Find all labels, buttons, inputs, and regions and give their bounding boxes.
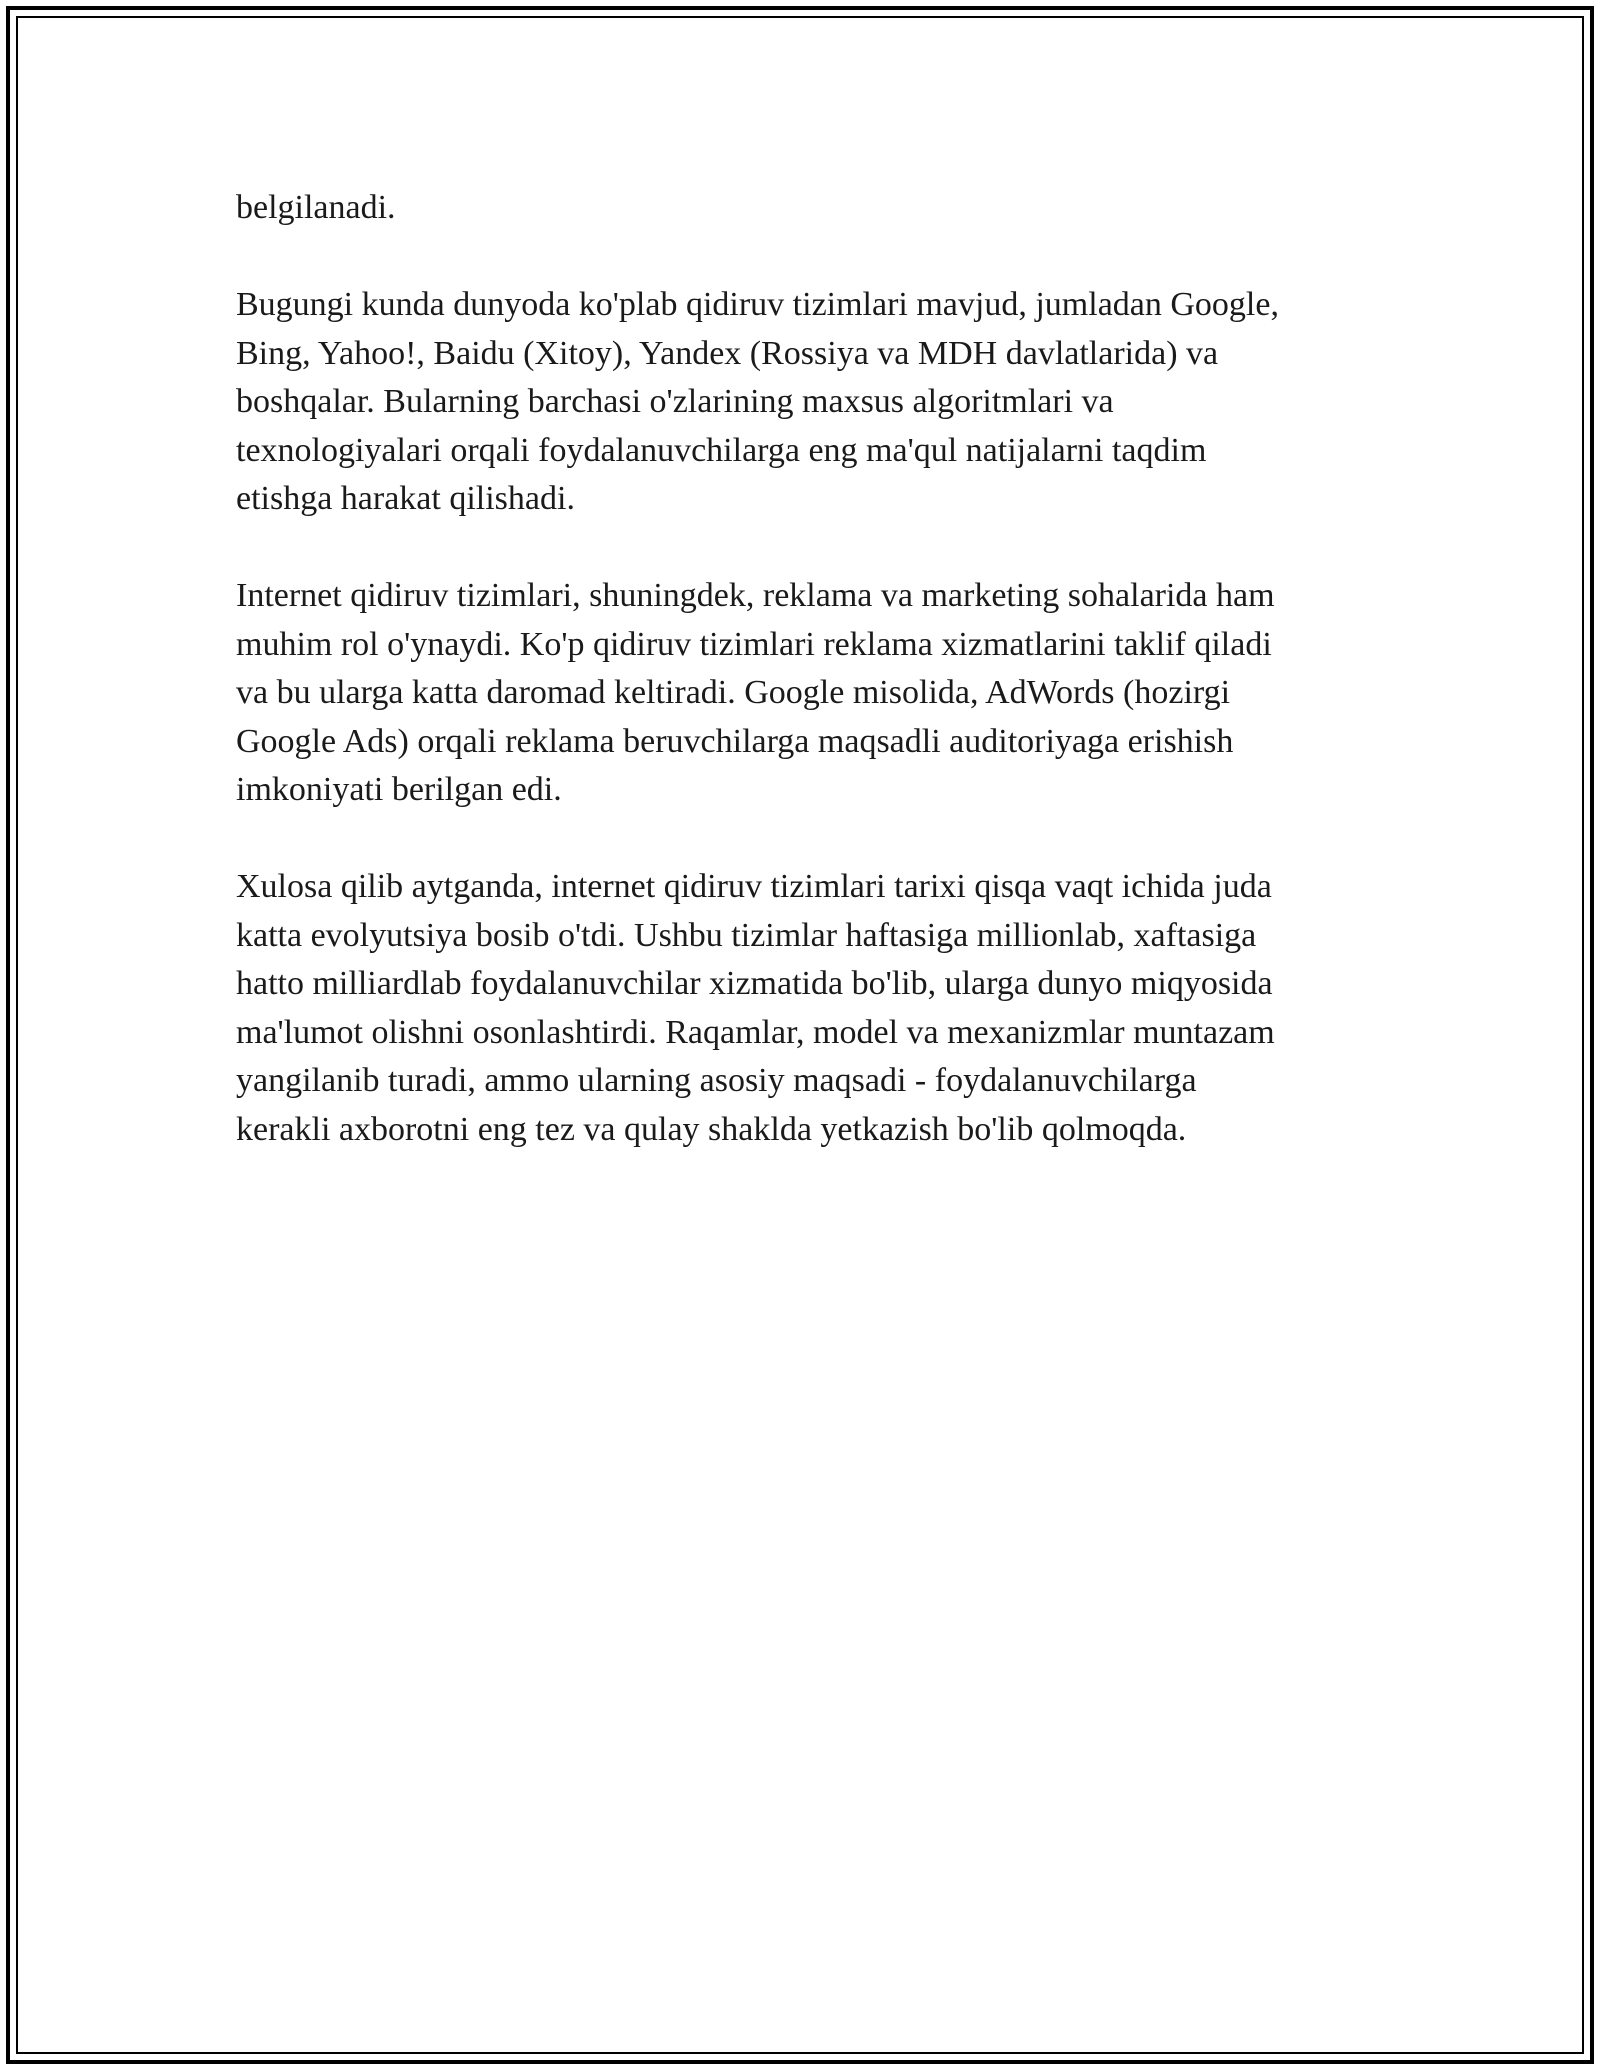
paragraph-4: Xulosa qilib aytganda, internet qidiruv tizimlari tarixi qisqa vaqt ichida juda katta evolyutsiya bosib o'tdi. Ushbu tizimlar haftasiga millionlab, xaftasiga hatto milliardlab foydalanuvchilar xizmatida bo'lib, ularga dunyo miqyosida ma'lumot olishni osonlashtirdi. Raqamlar, model va mexanizmlar muntazam yangilanib turadi, ammo ularning asosiy maqsadi - foydalanuvchilarga kerakli axborotni eng tez va qulay shaklda yetkazish bo'lib qolmoqda. [236,868,1275,1148]
paragraph-3: Internet qidiruv tizimlari, shuningdek, reklama va marketing sohalarida ham muhim rol o'ynaydi. Ko'p qidiruv tizimlari reklama xizmatlarini taklif qiladi va bu ularga katta daromad keltiradi. Google misolida, AdWords (hozirgi Google Ads) orqali reklama beruvchilarga maqsadli auditoriyaga erishish imkoniyati berilgan edi. [236,577,1275,808]
paragraph-2: Bugungi kunda dunyoda ko'plab qidiruv tizimlari mavjud, jumladan Google, Bing, Yahoo!, Baidu (Xitoy), Yandex (Rossiya va MDH davlatlarida) va boshqalar. Bularning barchasi o'zlarining maxsus algoritmlari va texnologiyalari orqali foydalanuvchilarga eng ma'qul natijalarni taqdim etishga harakat qilishadi. [236,286,1279,517]
paragraph-1: belgilanadi. [236,189,396,226]
document-body [236,184,1386,1203]
